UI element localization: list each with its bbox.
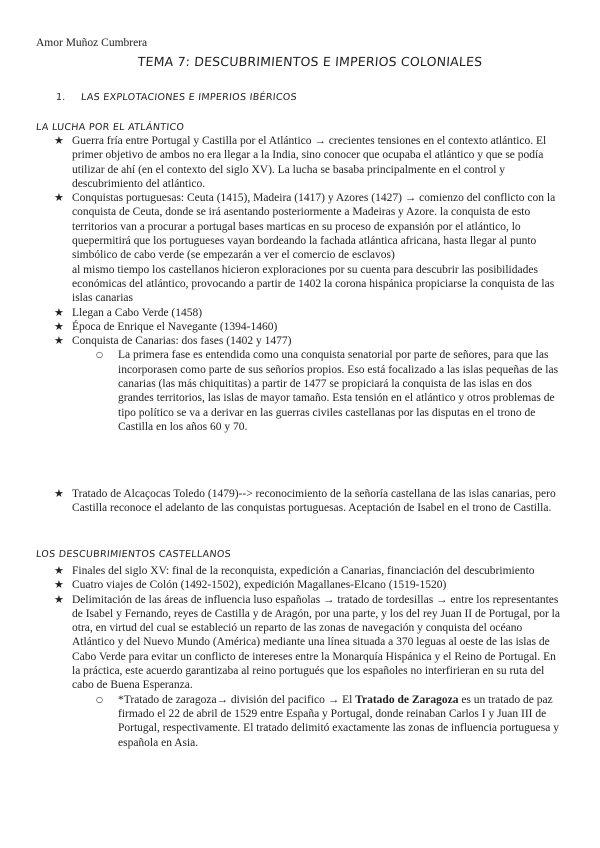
list-item: ★ Guerra fría entre Portugal y Castilla por el Atlántico → crecientes tensiones en el contexto atlántico. El primer objetivo de ambos no era llegar a la India, sino conocer que ocupaba el atlántico y que se podía utilizar de ahí (en el contexto del siglo XV). La lucha se basaba principalmente en el control y descubrimiento del atlántico. (54, 134, 547, 190)
list-item: ★ Tratado de Alcaçocas Toledo (1479)--> reconocimiento de la señoría castellana de las islas canarias, pero Castilla reconoce el adelanto de las conquistas portuguesas. Aceptación de Isabel en el trono de Castilla. (54, 487, 556, 515)
section-label: LAS EXPLOTACIONES E IMPERIOS IBÉRICOS (80, 92, 298, 103)
page-title: TEMA 7: DESCUBRIMIENTOS E IMPERIOS COLONIALES (137, 54, 483, 69)
star-bullet-icon: ★ (54, 487, 64, 500)
list-item: ★ Conquistas portuguesas: Ceuta (1415), Madeira (1417) y Azores (1427) → comienzo del conflicto con la conquista de Ceuta, donde se irá asentando posteriormente a Madeiras y Azore. la conquista de esto territorios van a procurar a portugal bases marticas en su proceso de expansión por el atlántico, lo quepermitirá que los portugueses vayan bordeando la fachada atlántica africana, hasta llegar al punto simbólico de cabo verde (se empezarán a ver el comercio de esclavos) (54, 191, 556, 262)
list-item: ★ Cuatro viajes de Colón (1492-1502), expedición Magallanes-Elcano (1519-1520) (54, 578, 447, 592)
subsection-heading-descubrimientos: LOS DESCUBRIMIENTOS CASTELLANOS (35, 549, 232, 560)
bullet-list-tratado (54, 487, 564, 516)
section-number: 1. (55, 92, 67, 103)
star-bullet-icon: ★ (54, 592, 64, 606)
star-bullet-icon: ★ (54, 305, 64, 319)
subsection-heading-atlantico: LA LUCHA POR EL ATLÁNTICO (35, 122, 185, 133)
list-item: ★ Llegan a Cabo Verde (1458) (54, 305, 203, 319)
author-name: Amor Muñoz Cumbrera (36, 37, 148, 49)
bold-term: Tratado de Zaragoza (355, 693, 459, 706)
list-item: ★ Finales del siglo XV: final de la reconquista, expedición a Canarias, financiación del descubrimiento (54, 564, 535, 577)
star-bullet-icon: ★ (54, 334, 64, 348)
star-bullet-icon: ★ (54, 564, 64, 577)
star-bullet-icon: ★ (54, 578, 64, 592)
sub-bullet-list (72, 693, 564, 750)
sub-bullet-list (72, 348, 564, 434)
list-item: ★ Delimitación de las áreas de influencia luso españolas → tratado de tordesillas → entre los representantes de Isabel y Fernando, reyes de Castilla y de Aragón, por una parte, y los del rey Juan II de Portugal, por la otra, en virtud del cual se estableció un reparto de las zonas de navegación y conquista del océano Atlántico y del Nuevo Mundo (América) mediante una línea situada a 370 leguas al oeste de las islas de Cabo Verde para evitar un conflicto de intereses entre la Monarquía Hispánica y el Reino de Portugal. En la práctica, este acuerdo garantizaba al reino portugués que los españoles no interfirieran en su ruta del cabo de Buena Esperanza. ○ *Tratado de zaragoza→ división del pacifico → El Tratado de Zaragoza es un tratado de paz firmado el 22 de abril de 1529 entre España y Portugal, donde reinaban Carlos I y Juan III de Portugal, respectivamente. El tratado delimitó exactamente las zonas de influencia portuguesa y española en Asia. (54, 593, 564, 750)
star-bullet-icon: ★ (54, 191, 64, 205)
star-bullet-icon: ★ (54, 319, 64, 333)
list-item: ★ Época de Enrique el Navegante (1394-1460) (54, 319, 278, 333)
bullet-list-atlantico (54, 134, 564, 434)
section-heading (56, 92, 298, 103)
sub-list-item: ○ La primera fase es entendida como una conquista senatorial por parte de señores, para que las incorporasen como parte de sus señoríos propios. Eso está focalizado a las islas pequeñas de las canarias (las más chiquititas) a partir de 1477 se propiciará la conquista de las islas en dos grandes territorios, las islas de mayor tamaño. Esta tensión en el atlántico y otros problemas de tipo político se va a derivar en las guerras civiles castellanas por las disputas en el trono de Castilla en los años 60 y 70. (96, 349, 559, 433)
list-item: ★ Conquista de Canarias: dos fases (1402 y 1477) ○ La primera fase es entendida como una conquista senatorial por parte de señores, para que las incorporasen como parte de sus señoríos propios. Eso está focalizado a las islas pequeñas de las canarias (las más chiquititas) a partir de 1477 se propiciará la conquista de las islas en dos grandes territorios, las islas de mayor tamaño. Esta tensión en el atlántico y otros problemas de tipo político se va a derivar en las guerras civiles castellanas por las disputas en el trono de Castilla en los años 60 y 70. (54, 334, 564, 434)
circle-bullet-icon: ○ (96, 694, 103, 704)
sub-list-item: ○ *Tratado de zaragoza→ división del pacifico → El Tratado de Zaragoza es un tratado de paz firmado el 22 de abril de 1529 entre España y Portugal, donde reinaban Carlos I y Juan III de Portugal, respectivamente. El tratado delimitó exactamente las zonas de influencia portuguesa y española en Asia. (96, 693, 559, 749)
bullet-list-descubrimientos (54, 564, 564, 750)
star-bullet-icon: ★ (54, 134, 64, 147)
circle-bullet-icon: ○ (96, 350, 103, 360)
list-item-continuation: al mismo tiempo los castellanos hicieron exploraciones por su cuenta para descubrir las posibilidades económicas del atlántico, provocando a partir de 1402 la corona hispánica propiciarse la conquista de las islas canarias (72, 263, 555, 305)
